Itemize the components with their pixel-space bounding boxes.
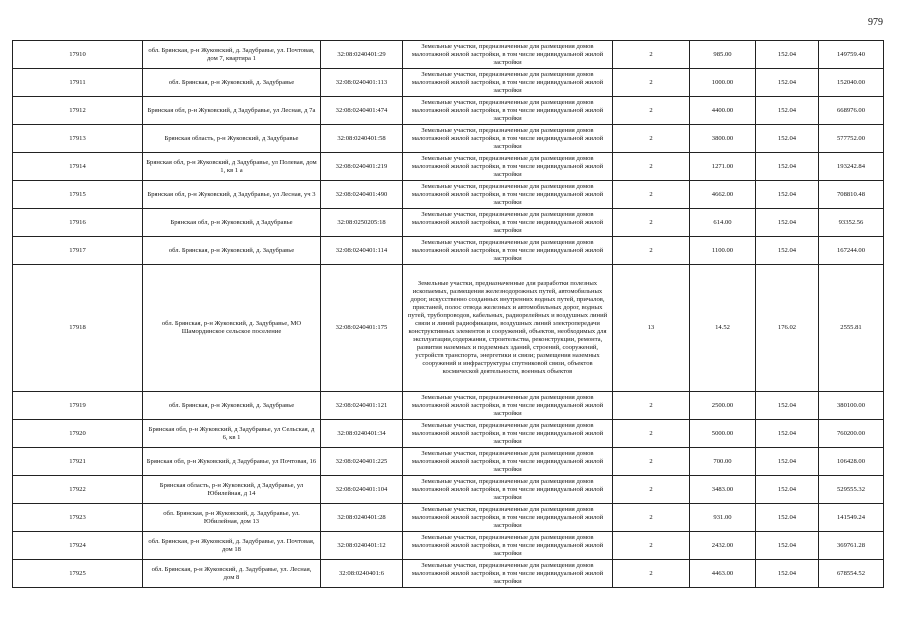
cadastral-number-cell: 32:08:0240401:175 [321,265,403,392]
cadastral-value-cell: 93352.56 [819,209,884,237]
cadastral-number-cell: 32:08:0240401:29 [321,41,403,69]
table-row [13,448,884,476]
table-row [13,209,884,237]
cadastral-number-cell: 32:08:0240401:28 [321,504,403,532]
group-cell: 2 [613,476,690,504]
rate-cell: 152.04 [756,476,819,504]
rate-cell: 152.04 [756,153,819,181]
land-use-cell: Земельные участки, предназначенные для размещения домов малоэтажной жилой застройки, в том числе индивидуальной жилой застройки [403,504,613,532]
land-use-cell: Земельные участки, предназначенные для размещения домов малоэтажной жилой застройки, в том числе индивидуальной жилой застройки [403,448,613,476]
table-row [13,153,884,181]
group-cell: 2 [613,125,690,153]
address-cell: Брянская обл, р-н Жуковский, д Задубравье, ул Лесная, уч 3 [143,181,321,209]
area-cell: 4400.00 [690,97,756,125]
land-use-cell: Земельные участки, предназначенные для размещения домов малоэтажной жилой застройки, в том числе индивидуальной жилой застройки [403,97,613,125]
table-row [13,476,884,504]
address-cell: Брянская обл, р-н Жуковский, д Задубравье, ул Лесная, д 7а [143,97,321,125]
address-cell: обл. Брянская, р-н Жуковский, д. Задубравье, МО Шамординское сельское поселение [143,265,321,392]
land-use-cell: Земельные участки, предназначенные для размещения домов малоэтажной жилой застройки, в том числе индивидуальной жилой застройки [403,420,613,448]
cadastral-number-cell: 32:08:0240401:12 [321,532,403,560]
cadastral-value-cell: 193242.84 [819,153,884,181]
land-use-cell: Земельные участки, предназначенные для размещения домов малоэтажной жилой застройки, в том числе индивидуальной жилой застройки [403,69,613,97]
area-cell: 3800.00 [690,125,756,153]
address-cell: обл. Брянская, р-н Жуковский, д. Задубравье, ул. Почтовая, дом 7, квартира 1 [143,41,321,69]
table-row [13,560,884,588]
row-number-cell: 17914 [13,153,143,181]
cadastral-value-cell: 577752.00 [819,125,884,153]
area-cell: 1100.00 [690,237,756,265]
land-use-cell: Земельные участки, предназначенные для размещения домов малоэтажной жилой застройки, в том числе индивидуальной жилой застройки [403,532,613,560]
table-row [13,181,884,209]
land-use-cell: Земельные участки, предназначенные для размещения домов малоэтажной жилой застройки, в том числе индивидуальной жилой застройки [403,181,613,209]
area-cell: 700.00 [690,448,756,476]
group-cell: 2 [613,97,690,125]
rate-cell: 176.02 [756,265,819,392]
land-use-cell: Земельные участки, предназначенные для размещения домов малоэтажной жилой застройки, в том числе индивидуальной жилой застройки [403,560,613,588]
row-number-cell: 17921 [13,448,143,476]
cadastral-value-table [12,40,884,588]
address-cell: Брянская обл, р-н Жуковский, д Задубравье, ул Почтовая, 16 [143,448,321,476]
rate-cell: 152.04 [756,504,819,532]
address-cell: обл. Брянская, р-н Жуковский, д. Задубравье, ул. Почтовая, дом 18 [143,532,321,560]
rate-cell: 152.04 [756,41,819,69]
group-cell: 2 [613,237,690,265]
land-use-cell: Земельные участки, предназначенные для разработки полезных ископаемых, размещения железнодорожных путей, автомобильных дорог, искусственно созданных внутренних водных путей, причалов, пристаней, полос отвода железных и автомобильных дорог, водных путей, трубопроводов, кабельных, радиорелейных и воздушных линий связи и линий радиофикации, воздушных линий электропередачи конструктивных элементов и сооружений, объектов, необходимых для эксплуатации,содержания, строительства, реконструкции, ремонта, развития наземных и подземных зданий, строений, сооружений, устройств транспорта, энергетики и связи; размещения наземных сооружений и инфраструктуры спутниковой связи, объектов космической деятельности, военных объектов [403,265,613,392]
cadastral-value-cell: 529555.32 [819,476,884,504]
cadastral-value-cell: 106428.00 [819,448,884,476]
table-row [13,420,884,448]
cadastral-value-cell: 380100.00 [819,392,884,420]
row-number-cell: 17912 [13,97,143,125]
cadastral-number-cell: 32:08:0240401:113 [321,69,403,97]
area-cell: 2500.00 [690,392,756,420]
group-cell: 2 [613,153,690,181]
rate-cell: 152.04 [756,532,819,560]
address-cell: Брянская обл, р-н Жуковский, д Задубравье, ул Сельская, д 6, кв 1 [143,420,321,448]
cadastral-number-cell: 32:08:0250205:18 [321,209,403,237]
cadastral-number-cell: 32:08:0240401:474 [321,97,403,125]
land-use-cell: Земельные участки, предназначенные для размещения домов малоэтажной жилой застройки, в том числе индивидуальной жилой застройки [403,41,613,69]
row-number-cell: 17916 [13,209,143,237]
land-use-cell: Земельные участки, предназначенные для размещения домов малоэтажной жилой застройки, в том числе индивидуальной жилой застройки [403,153,613,181]
table-row [13,69,884,97]
land-use-cell: Земельные участки, предназначенные для размещения домов малоэтажной жилой застройки, в том числе индивидуальной жилой застройки [403,237,613,265]
area-cell: 5000.00 [690,420,756,448]
cadastral-number-cell: 32:08:0240401:219 [321,153,403,181]
row-number-cell: 17925 [13,560,143,588]
area-cell: 1271.00 [690,153,756,181]
area-cell: 985.00 [690,41,756,69]
address-cell: обл. Брянская, р-н Жуковский, д. Задубравье [143,237,321,265]
table-row [13,504,884,532]
area-cell: 4463.00 [690,560,756,588]
rate-cell: 152.04 [756,181,819,209]
rate-cell: 152.04 [756,97,819,125]
cadastral-value-cell: 760200.00 [819,420,884,448]
rate-cell: 152.04 [756,392,819,420]
row-number-cell: 17917 [13,237,143,265]
rate-cell: 152.04 [756,69,819,97]
land-use-cell: Земельные участки, предназначенные для размещения домов малоэтажной жилой застройки, в том числе индивидуальной жилой застройки [403,392,613,420]
address-cell: обл. Брянская, р-н Жуковский, д. Задубравье [143,69,321,97]
table-row [13,125,884,153]
area-cell: 931.00 [690,504,756,532]
address-cell: Брянская обл, р-н Жуковский, д Задубравье [143,209,321,237]
page-number: 979 [868,17,883,28]
row-number-cell: 17918 [13,265,143,392]
land-use-cell: Земельные участки, предназначенные для размещения домов малоэтажной жилой застройки, в том числе индивидуальной жилой застройки [403,125,613,153]
cadastral-number-cell: 32:08:0240401:490 [321,181,403,209]
row-number-cell: 17910 [13,41,143,69]
cadastral-value-cell: 708810.48 [819,181,884,209]
group-cell: 2 [613,420,690,448]
cadastral-value-cell: 141549.24 [819,504,884,532]
rate-cell: 152.04 [756,420,819,448]
cadastral-value-cell: 678554.52 [819,560,884,588]
area-cell: 1000.00 [690,69,756,97]
cadastral-number-cell: 32:08:0240401:121 [321,392,403,420]
land-use-cell: Земельные участки, предназначенные для размещения домов малоэтажной жилой застройки, в том числе индивидуальной жилой застройки [403,476,613,504]
cadastral-number-cell: 32:08:0240401:58 [321,125,403,153]
table-body [13,41,884,588]
group-cell: 2 [613,69,690,97]
group-cell: 2 [613,392,690,420]
cadastral-number-cell: 32:08:0240401:114 [321,237,403,265]
table-row [13,97,884,125]
rate-cell: 152.04 [756,209,819,237]
cadastral-value-cell: 167244.00 [819,237,884,265]
table-row [13,237,884,265]
address-cell: обл. Брянская, р-н Жуковский, д. Задубравье [143,392,321,420]
group-cell: 2 [613,41,690,69]
area-cell: 3483.00 [690,476,756,504]
rate-cell: 152.04 [756,560,819,588]
cadastral-value-cell: 152040.00 [819,69,884,97]
cadastral-value-cell: 149759.40 [819,41,884,69]
area-cell: 14.52 [690,265,756,392]
area-cell: 2432.00 [690,532,756,560]
row-number-cell: 17913 [13,125,143,153]
rate-cell: 152.04 [756,125,819,153]
cadastral-value-cell: 668976.00 [819,97,884,125]
rate-cell: 152.04 [756,448,819,476]
group-cell: 2 [613,181,690,209]
cadastral-number-cell: 32:08:0240401:225 [321,448,403,476]
row-number-cell: 17915 [13,181,143,209]
table-row [13,41,884,69]
address-cell: обл. Брянская, р-н Жуковский, д. Задубравье, ул. Лесная, дом 8 [143,560,321,588]
area-cell: 614.00 [690,209,756,237]
cadastral-number-cell: 32:08:0240401:34 [321,420,403,448]
table-row [13,265,884,392]
table-row [13,392,884,420]
cadastral-number-cell: 32:08:0240401:6 [321,560,403,588]
address-cell: Брянская обл, р-н Жуковский, д Задубравье, ул Полевая, дом 1, кв 1 а [143,153,321,181]
rate-cell: 152.04 [756,237,819,265]
group-cell: 13 [613,265,690,392]
land-use-cell: Земельные участки, предназначенные для размещения домов малоэтажной жилой застройки, в том числе индивидуальной жилой застройки [403,209,613,237]
group-cell: 2 [613,504,690,532]
row-number-cell: 17920 [13,420,143,448]
address-cell: Брянская область, р-н Жуковский, д Задубравье, ул Юбилейная, д 14 [143,476,321,504]
area-cell: 4662.00 [690,181,756,209]
row-number-cell: 17922 [13,476,143,504]
group-cell: 2 [613,532,690,560]
group-cell: 2 [613,448,690,476]
row-number-cell: 17919 [13,392,143,420]
table-row [13,532,884,560]
group-cell: 2 [613,560,690,588]
row-number-cell: 17923 [13,504,143,532]
address-cell: обл. Брянская, р-н Жуковский, д. Задубравье, ул. Юбилейная, дом 13 [143,504,321,532]
group-cell: 2 [613,209,690,237]
cadastral-value-cell: 369761.28 [819,532,884,560]
cadastral-value-cell: 2555.81 [819,265,884,392]
cadastral-number-cell: 32:08:0240401:104 [321,476,403,504]
address-cell: Брянская область, р-н Жуковский, д Задубравье [143,125,321,153]
row-number-cell: 17924 [13,532,143,560]
row-number-cell: 17911 [13,69,143,97]
